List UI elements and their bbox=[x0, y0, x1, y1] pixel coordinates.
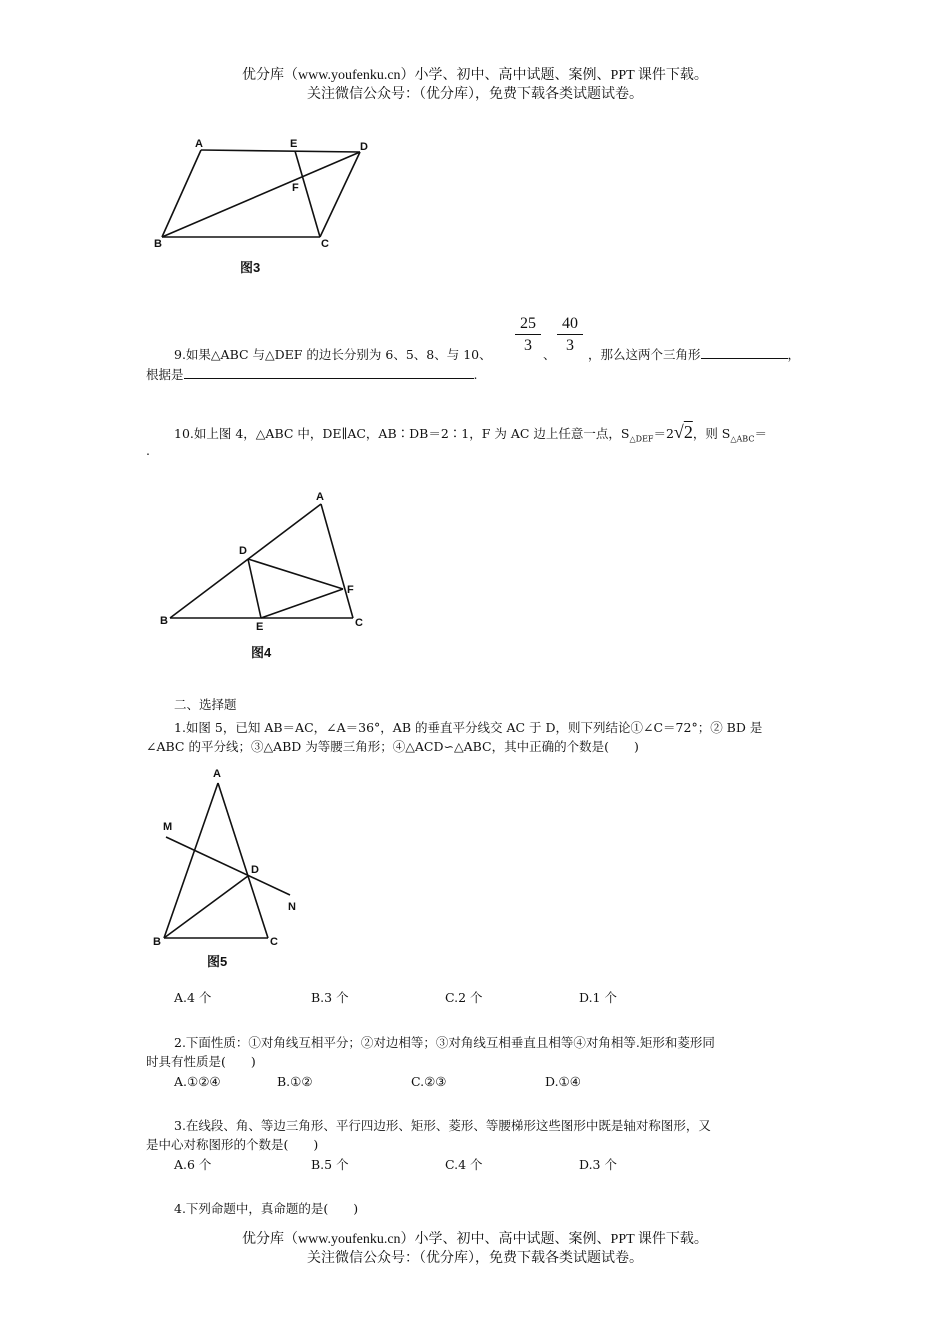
c3-line-1: 3.在线段、角、等边三角形、平行四边形、矩形、菱形、等腰梯形这些图形中既是轴对称图形，又 bbox=[174, 1118, 711, 1133]
fig5-label-b: B bbox=[153, 936, 161, 948]
fig4-label-a: A bbox=[316, 491, 324, 503]
fig3-segment-ad bbox=[201, 150, 360, 152]
fig5-label-c: C bbox=[270, 936, 278, 948]
fig4-segment-df bbox=[248, 559, 343, 589]
c2-option-a[interactable]: A.①②④ bbox=[174, 1074, 221, 1089]
q10-text-d: ＝ bbox=[754, 426, 767, 441]
q10-sub-def: △DEF bbox=[629, 434, 654, 444]
q9-fraction-1 bbox=[515, 314, 541, 355]
q10-sub-abc: △ABC bbox=[730, 434, 755, 444]
fig4-segment-ba bbox=[170, 504, 321, 618]
q9-line-2-end: . bbox=[473, 367, 478, 382]
q9-line-1-end: ， bbox=[787, 347, 801, 362]
fig3-segment-ab bbox=[162, 150, 201, 237]
q10-sqrt: √2 bbox=[673, 422, 693, 442]
c1-option-c[interactable]: C.2 个 bbox=[445, 990, 483, 1005]
fig5-segment-ab bbox=[164, 783, 218, 938]
q9-line-1a: 9.如果△ABC 与△DEF 的边长分别为 6、5、8、与 10、 bbox=[174, 347, 492, 362]
fig4-label-e: E bbox=[256, 621, 264, 633]
q9-line-1b-wrap bbox=[588, 346, 800, 364]
footer-line-2: 关注微信公众号：（优分库），免费下载各类试题试卷。 bbox=[307, 1251, 643, 1266]
section-2-title: 二、选择题 bbox=[174, 697, 237, 712]
fig3-caption: 图3 bbox=[240, 260, 261, 275]
fig5-label-n: N bbox=[288, 901, 296, 913]
q9-frac1-numerator: 25 bbox=[520, 315, 536, 332]
fig4-segment-de bbox=[248, 559, 261, 618]
fig3-segment-ec bbox=[295, 151, 320, 237]
c2-option-d[interactable]: D.①④ bbox=[545, 1074, 581, 1089]
q9-separator: 、 bbox=[543, 347, 556, 362]
q9-line-2 bbox=[146, 366, 478, 384]
q10-line-2: . bbox=[146, 443, 150, 458]
fig4-segment-ef bbox=[261, 589, 343, 618]
c3-option-c[interactable]: C.4 个 bbox=[445, 1157, 483, 1172]
fig5-label-a: A bbox=[213, 768, 221, 780]
fig5-segment-ac bbox=[218, 783, 268, 938]
footer-line-1: 优分库（www.youfenku.cn）小学、初中、高中试题、案例、PPT 课件下载。 bbox=[242, 1232, 708, 1247]
fig3-label-e: E bbox=[290, 138, 298, 150]
figure-3 bbox=[140, 130, 390, 280]
q9-line-2a: 根据是 bbox=[146, 367, 184, 382]
q9-frac2-bar bbox=[557, 334, 583, 335]
figure-4 bbox=[150, 485, 380, 635]
fig4-label-b: B bbox=[160, 615, 168, 627]
q9-answer-blank-1[interactable] bbox=[701, 346, 788, 359]
c2-line-2: 时具有性质是( ) bbox=[146, 1054, 256, 1069]
q10-sqrt-value: 2 bbox=[683, 422, 693, 442]
c3-option-a[interactable]: A.6 个 bbox=[174, 1157, 212, 1172]
fig3-label-a: A bbox=[195, 138, 203, 150]
q10-text-c: ，则 S bbox=[692, 426, 731, 441]
fig4-label-d: D bbox=[239, 545, 247, 557]
c4-line-1: 4.下列命题中，真命题的是( ) bbox=[174, 1201, 359, 1216]
fig5-label-m: M bbox=[163, 821, 173, 833]
c3-option-d[interactable]: D.3 个 bbox=[579, 1157, 617, 1172]
c2-option-b[interactable]: B.①② bbox=[277, 1074, 313, 1089]
header-line-2: 关注微信公众号：（优分库），免费下载各类试题试卷。 bbox=[307, 87, 643, 102]
c1-option-b[interactable]: B.3 个 bbox=[311, 990, 349, 1005]
c1-option-a[interactable]: A.4 个 bbox=[174, 990, 212, 1005]
figure-5 bbox=[148, 760, 318, 960]
header-line-1: 优分库（www.youfenku.cn）小学、初中、高中试题、案例、PPT 课件下载。 bbox=[242, 68, 708, 83]
q10-line-1 bbox=[174, 423, 767, 449]
fig4-caption: 图4 bbox=[251, 645, 272, 660]
fig3-label-b: B bbox=[154, 238, 162, 250]
q10-text-b: ＝2 bbox=[653, 426, 674, 441]
q9-line-1b: ，那么这两个三角形 bbox=[588, 347, 701, 362]
q9-frac2-numerator: 40 bbox=[562, 315, 578, 332]
q10-text-a: 10.如上图 4，△ABC 中，DE∥AC，AB∶DB＝2∶1，F 为 AC 边上任意一点，S bbox=[174, 426, 630, 441]
fig3-label-d: D bbox=[360, 141, 368, 153]
c3-option-b[interactable]: B.5 个 bbox=[311, 1157, 349, 1172]
q9-fraction-2 bbox=[557, 314, 583, 355]
c2-option-c[interactable]: C.②③ bbox=[411, 1074, 447, 1089]
q9-frac2-denominator: 3 bbox=[566, 337, 574, 354]
fig4-label-f: F bbox=[347, 584, 354, 596]
fig5-label-d: D bbox=[251, 864, 259, 876]
c1-line-1: 1.如图 5，已知 AB＝AC，∠A＝36°，AB 的垂直平分线交 AC 于 D，则下列结论①∠C＝72°；② BD 是 bbox=[174, 720, 763, 735]
fig3-label-f: F bbox=[292, 182, 299, 194]
fig4-label-c: C bbox=[355, 617, 363, 629]
c1-line-2: ∠ABC 的平分线；③△ABD 为等腰三角形；④△ACD∽△ABC，其中正确的个数是( ) bbox=[146, 739, 639, 754]
q9-frac1-denominator: 3 bbox=[524, 337, 532, 354]
fig3-label-c: C bbox=[321, 238, 329, 250]
fig5-segment-bd bbox=[164, 876, 248, 938]
fig3-segment-bd bbox=[162, 152, 360, 237]
fig5-segment-mn bbox=[166, 837, 290, 895]
c3-line-2: 是中心对称图形的个数是( ) bbox=[146, 1137, 319, 1152]
q9-frac1-bar bbox=[515, 334, 541, 335]
c2-line-1: 2.下面性质：①对角线互相平分；②对边相等；③对角线互相垂直且相等④对角相等.矩形和菱形同 bbox=[174, 1035, 715, 1050]
fig3-segment-cd bbox=[320, 152, 360, 237]
q9-answer-blank-2[interactable] bbox=[184, 366, 474, 379]
fig4-segment-ac bbox=[321, 504, 353, 618]
fig5-caption: 图5 bbox=[207, 954, 228, 969]
c1-option-d[interactable]: D.1 个 bbox=[579, 990, 617, 1005]
